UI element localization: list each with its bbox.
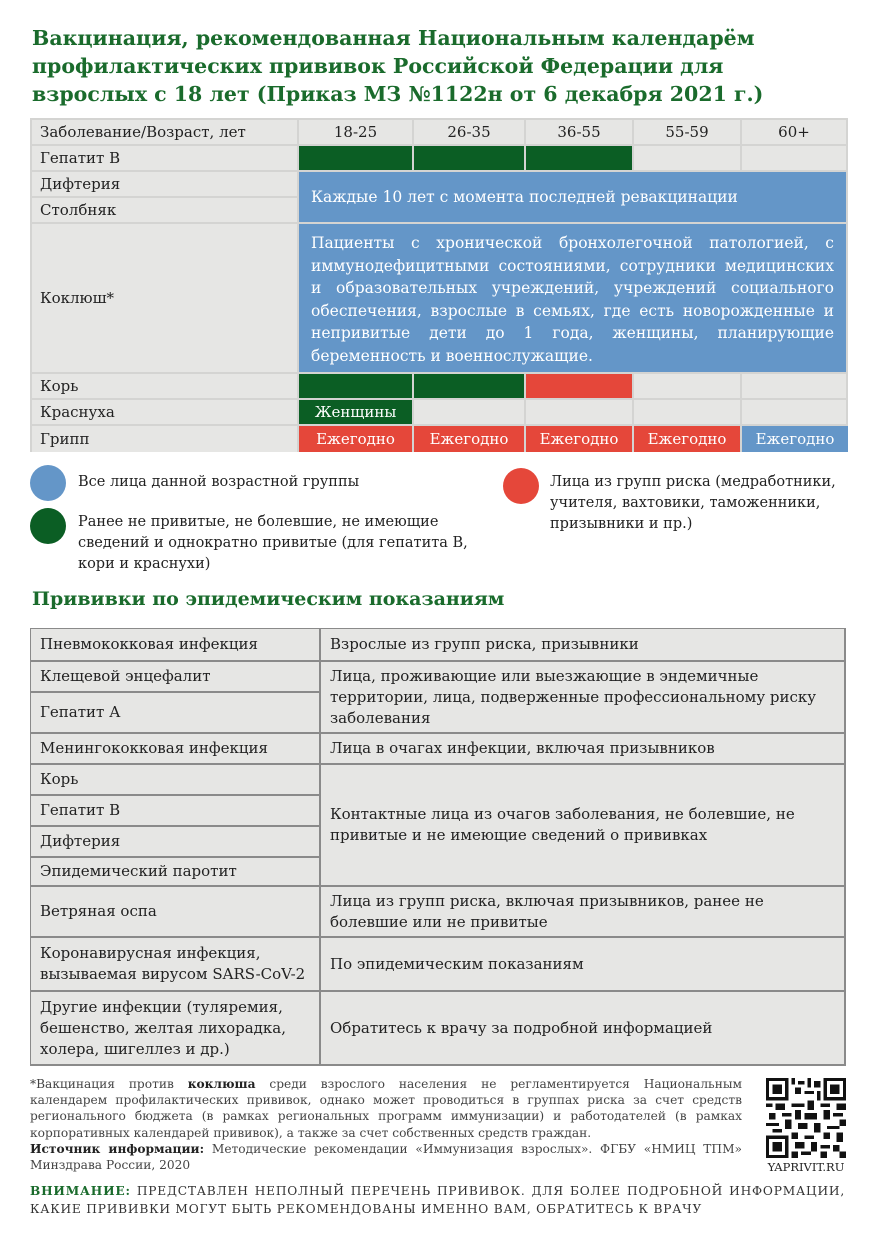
schedule-table (30, 118, 848, 452)
cell-rubella-55-59 (634, 400, 740, 424)
header-age-55-59: 55-59 (634, 120, 740, 144)
footnote-source-label: Источник информации: (30, 1141, 205, 1156)
footnote (30, 1076, 742, 1173)
legend-all: Все лица данной возрастной группы (78, 474, 360, 490)
cell-hepb-18-25 (299, 146, 412, 170)
cell-rubella-60 (742, 400, 846, 424)
epidemic-title: Прививки по эпидемическим показаниям (32, 588, 505, 610)
cell-flu-55-59: Ежегодно (634, 426, 740, 452)
header-age-36-55: 36-55 (526, 120, 632, 144)
td-note: Каждые 10 лет с момента последней ревакцинации (299, 172, 846, 222)
epi-mumps: Эпидемический паротит (31, 858, 319, 885)
row-label-tetanus: Столбняк (32, 198, 297, 222)
epi-pneumo-note: Взрослые из групп риска, призывники (321, 629, 844, 660)
qr-code-icon[interactable] (766, 1078, 846, 1158)
epidemic-table (30, 628, 846, 1066)
epi-covid: Коронавирусная инфекция, вызываемая вирусом SARS-CoV-2 (31, 938, 319, 990)
epi-pneumo: Пневмококковая инфекция (31, 629, 319, 660)
row-label-pertussis: Коклюш* (32, 224, 297, 372)
row-label-flu: Грипп (32, 426, 297, 452)
row-label-measles: Корь (32, 374, 297, 398)
header-age-60-plus: 60+ (742, 120, 846, 144)
epi-hep-a: Гепатит А (31, 693, 319, 732)
row-label-rubella: Краснуха (32, 400, 297, 424)
epi-mening: Менингококковая инфекция (31, 734, 319, 763)
page-title: Вакцинация, рекомендованная Национальным календарём профилактических прививок Российской Федерации для взрослых с 18 лет (Приказ МЗ №1122н от 6 декабря 2021 г.) (32, 26, 764, 106)
cell-rubella-26-35 (414, 400, 524, 424)
cell-measles-18-25 (299, 374, 412, 398)
pertussis-note: Пациенты с хронической бронхолегочной патологией, с иммунодефицитными состояниями, сотрудники медицинских и образовательных учреждений, учреждений социального обеспечения, взрослые в семьях, где есть новорожденные и непривитые дети до 1 года, женщины, планирующие беременность и военнослужащие. (299, 224, 846, 372)
epi-varicella-note: Лица из групп риска, включая призывников, ранее не болевшие или не привитые (321, 887, 844, 936)
epi-hep-b: Гепатит В (31, 796, 319, 825)
epi-contact-note: Контактные лица из очагов заболевания, не болевшие, не привитые и не имеющие сведений о прививках (321, 765, 844, 885)
cell-flu-18-25: Ежегодно (299, 426, 412, 452)
cell-measles-55-59 (634, 374, 740, 398)
epi-diph: Дифтерия (31, 827, 319, 856)
header-age-18-25: 18-25 (299, 120, 412, 144)
row-label-hepatitis-b: Гепатит В (32, 146, 297, 170)
cell-hepb-60 (742, 146, 846, 170)
legend-unvaccinated: Ранее не привитые, не болевшие, не имеющие сведений и однократно привитые (для гепатита В, кори и краснухи) (78, 514, 468, 572)
cell-rubella-women: Женщины (299, 400, 412, 424)
warning-text: ПРЕДСТАВЛЕН НЕПОЛНЫЙ ПЕРЕЧЕНЬ ПРИВИВОК. ДЛЯ БОЛЕЕ ПОДРОБНОЙ ИНФОРМАЦИИ, КАКИЕ ПРИВИВКИ МОГУТ БЫТЬ РЕКОМЕНДОВАНЫ ИМЕННО ВАМ, ОБРАТИТЕСЬ К ВРАЧУ (30, 1184, 845, 1216)
epi-measles: Корь (31, 765, 319, 794)
row-label-diphtheria: Дифтерия (32, 172, 297, 196)
legend-dot-all (30, 465, 66, 501)
warning (30, 1182, 845, 1218)
header-age-26-35: 26-35 (414, 120, 524, 144)
legend-risk: Лица из групп риска (медработники, учителя, вахтовики, таможенники, призывники и пр.) (550, 474, 836, 532)
cell-measles-36-55 (526, 374, 632, 398)
cell-flu-60: Ежегодно (742, 426, 848, 452)
legend-dot-risk (503, 468, 539, 504)
cell-rubella-36-55 (526, 400, 632, 424)
footnote-source-text: Методические рекомендации «Иммунизация взрослых». ФГБУ «НМИЦ ТПМ» Минздрава России, 2020 (30, 1141, 743, 1173)
cell-hepb-36-55 (526, 146, 632, 170)
cell-hepb-55-59 (634, 146, 740, 170)
footnote-text-a: *Вакцинация против (30, 1077, 188, 1091)
cell-measles-26-35 (414, 374, 524, 398)
legend-dot-unvaccinated (30, 508, 66, 544)
epi-other: Другие инфекции (туляремия, бешенство, желтая лихорадка, холера, шигеллез и др.) (31, 992, 319, 1064)
epi-mening-note: Лица в очагах инфекции, включая призывников (321, 734, 844, 763)
qr-label[interactable]: YAPRIVIT.RU (767, 1160, 845, 1174)
epi-other-note: Обратитесь к врачу за подробной информацией (321, 992, 844, 1064)
header-disease-age: Заболевание/Возраст, лет (32, 120, 297, 144)
epi-tbe: Клещевой энцефалит (31, 662, 319, 691)
cell-hepb-26-35 (414, 146, 524, 170)
cell-flu-26-35: Ежегодно (414, 426, 524, 452)
warning-label: ВНИМАНИЕ: (30, 1184, 131, 1198)
footnote-pertussis: коклюша (187, 1077, 256, 1091)
footnote-text-c: среди взрослого населения не регламентируется Национальным календарем профилактических прививок, однако может проводиться в группах риска за счет средств регионального бюджета (в рамках региональных программ иммунизации) и работодателей (в рамках корпоративных календарей прививок), а также за счет собственных средств граждан. (30, 1077, 742, 1140)
epi-tbe-note: Лица, проживающие или выезжающие в эндемичные территории, лица, подверженные профессиональному риску заболевания (321, 662, 844, 732)
cell-measles-60 (742, 374, 846, 398)
cell-flu-36-55: Ежегодно (526, 426, 632, 452)
epi-covid-note: По эпидемическим показаниям (321, 938, 844, 990)
epi-varicella: Ветряная оспа (31, 887, 319, 936)
